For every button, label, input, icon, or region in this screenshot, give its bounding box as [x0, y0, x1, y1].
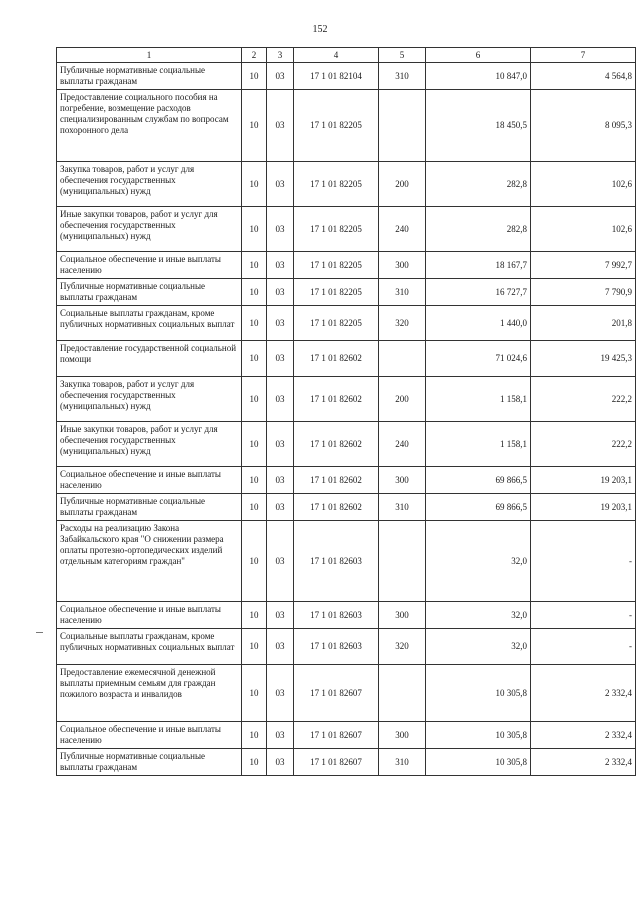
plan-amount-cell: 32,0	[426, 521, 531, 602]
header-cell: 7	[531, 48, 636, 63]
table-header-row	[57, 48, 636, 63]
header-cell: 6	[426, 48, 531, 63]
subsection-cell: 03	[267, 467, 294, 494]
subsection-cell: 03	[267, 629, 294, 665]
target-code-cell: 17 1 01 82602	[294, 422, 379, 467]
subsection-cell: 03	[267, 749, 294, 776]
row-name-cell: Социальное обеспечение и иные выплаты населению	[57, 252, 242, 279]
plan-amount-cell: 69 866,5	[426, 494, 531, 521]
target-code-cell: 17 1 01 82205	[294, 306, 379, 341]
table-row	[57, 207, 636, 252]
actual-amount-cell: 2 332,4	[531, 722, 636, 749]
plan-amount-cell: 10 305,8	[426, 665, 531, 722]
actual-amount-cell: 19 203,1	[531, 467, 636, 494]
section-cell: 10	[242, 377, 267, 422]
expense-type-cell: 300	[379, 722, 426, 749]
table-row	[57, 377, 636, 422]
section-cell: 10	[242, 665, 267, 722]
plan-amount-cell: 1 158,1	[426, 377, 531, 422]
table-row	[57, 749, 636, 776]
plan-amount-cell: 282,8	[426, 207, 531, 252]
header-cell: 1	[57, 48, 242, 63]
section-cell: 10	[242, 252, 267, 279]
plan-amount-cell: 16 727,7	[426, 279, 531, 306]
row-name-cell: Иные закупки товаров, работ и услуг для обеспечения государственных (муниципальных) нужд	[57, 207, 242, 252]
header-cell: 5	[379, 48, 426, 63]
subsection-cell: 03	[267, 207, 294, 252]
subsection-cell: 03	[267, 722, 294, 749]
subsection-cell: 03	[267, 306, 294, 341]
expense-type-cell: 310	[379, 494, 426, 521]
expense-type-cell: 310	[379, 63, 426, 90]
header-cell: 2	[242, 48, 267, 63]
table-row	[57, 279, 636, 306]
actual-amount-cell: 7 992,7	[531, 252, 636, 279]
expense-type-cell: 310	[379, 749, 426, 776]
expense-type-cell: 240	[379, 207, 426, 252]
table-row	[57, 63, 636, 90]
section-cell: 10	[242, 341, 267, 377]
target-code-cell: 17 1 01 82205	[294, 279, 379, 306]
actual-amount-cell: 7 790,9	[531, 279, 636, 306]
header-cell: 4	[294, 48, 379, 63]
actual-amount-cell: -	[531, 521, 636, 602]
table-row	[57, 252, 636, 279]
page-number: 152	[312, 24, 328, 35]
actual-amount-cell: 222,2	[531, 377, 636, 422]
table-row	[57, 521, 636, 602]
actual-amount-cell: -	[531, 602, 636, 629]
plan-amount-cell: 10 305,8	[426, 722, 531, 749]
expense-type-cell: 300	[379, 602, 426, 629]
row-name-cell: Публичные нормативные социальные выплаты гражданам	[57, 494, 242, 521]
plan-amount-cell: 18 167,7	[426, 252, 531, 279]
row-name-cell: Публичные нормативные социальные выплаты гражданам	[57, 63, 242, 90]
section-cell: 10	[242, 722, 267, 749]
target-code-cell: 17 1 01 82607	[294, 665, 379, 722]
row-name-cell: Закупка товаров, работ и услуг для обеспечения государственных (муниципальных) нужд	[57, 162, 242, 207]
target-code-cell: 17 1 01 82603	[294, 602, 379, 629]
actual-amount-cell: 4 564,8	[531, 63, 636, 90]
table-row	[57, 629, 636, 665]
table-row	[57, 162, 636, 207]
section-cell: 10	[242, 422, 267, 467]
budget-table	[56, 47, 636, 776]
row-name-cell: Предоставление социального пособия на погребение, возмещение расходов специализированным службам по вопросам похоронного дела	[57, 90, 242, 162]
actual-amount-cell: 222,2	[531, 422, 636, 467]
expense-type-cell: 200	[379, 162, 426, 207]
header-cell: 3	[267, 48, 294, 63]
margin-mark	[36, 632, 43, 633]
plan-amount-cell: 32,0	[426, 629, 531, 665]
plan-amount-cell: 10 847,0	[426, 63, 531, 90]
actual-amount-cell: -	[531, 629, 636, 665]
expense-type-cell: 300	[379, 467, 426, 494]
actual-amount-cell: 8 095,3	[531, 90, 636, 162]
actual-amount-cell: 2 332,4	[531, 749, 636, 776]
table-row	[57, 341, 636, 377]
row-name-cell: Предоставление государственной социальной помощи	[57, 341, 242, 377]
row-name-cell: Закупка товаров, работ и услуг для обеспечения государственных (муниципальных) нужд	[57, 377, 242, 422]
section-cell: 10	[242, 306, 267, 341]
target-code-cell: 17 1 01 82602	[294, 494, 379, 521]
expense-type-cell	[379, 341, 426, 377]
actual-amount-cell: 102,6	[531, 162, 636, 207]
row-name-cell: Социальное обеспечение и иные выплаты населению	[57, 722, 242, 749]
expense-type-cell: 200	[379, 377, 426, 422]
table-row	[57, 602, 636, 629]
row-name-cell: Социальные выплаты гражданам, кроме публичных нормативных социальных выплат	[57, 629, 242, 665]
expense-type-cell: 240	[379, 422, 426, 467]
target-code-cell: 17 1 01 82104	[294, 63, 379, 90]
section-cell: 10	[242, 467, 267, 494]
table-row	[57, 422, 636, 467]
table-row	[57, 306, 636, 341]
plan-amount-cell: 1 440,0	[426, 306, 531, 341]
table-row	[57, 90, 636, 162]
plan-amount-cell: 282,8	[426, 162, 531, 207]
section-cell: 10	[242, 63, 267, 90]
subsection-cell: 03	[267, 90, 294, 162]
target-code-cell: 17 1 01 82602	[294, 467, 379, 494]
row-name-cell: Публичные нормативные социальные выплаты гражданам	[57, 749, 242, 776]
section-cell: 10	[242, 629, 267, 665]
actual-amount-cell: 2 332,4	[531, 665, 636, 722]
plan-amount-cell: 32,0	[426, 602, 531, 629]
row-name-cell: Социальное обеспечение и иные выплаты населению	[57, 467, 242, 494]
expense-type-cell	[379, 665, 426, 722]
subsection-cell: 03	[267, 521, 294, 602]
expense-type-cell	[379, 521, 426, 602]
target-code-cell: 17 1 01 82607	[294, 722, 379, 749]
section-cell: 10	[242, 162, 267, 207]
section-cell: 10	[242, 279, 267, 306]
actual-amount-cell: 201,8	[531, 306, 636, 341]
section-cell: 10	[242, 602, 267, 629]
target-code-cell: 17 1 01 82603	[294, 521, 379, 602]
subsection-cell: 03	[267, 252, 294, 279]
plan-amount-cell: 71 024,6	[426, 341, 531, 377]
target-code-cell: 17 1 01 82205	[294, 162, 379, 207]
subsection-cell: 03	[267, 63, 294, 90]
subsection-cell: 03	[267, 422, 294, 467]
expense-type-cell	[379, 90, 426, 162]
section-cell: 10	[242, 90, 267, 162]
section-cell: 10	[242, 521, 267, 602]
target-code-cell: 17 1 01 82205	[294, 90, 379, 162]
plan-amount-cell: 1 158,1	[426, 422, 531, 467]
row-name-cell: Предоставление ежемесячной денежной выплаты приемным семьям для граждан пожилого возраста и инвалидов	[57, 665, 242, 722]
plan-amount-cell: 10 305,8	[426, 749, 531, 776]
subsection-cell: 03	[267, 162, 294, 207]
target-code-cell: 17 1 01 82603	[294, 629, 379, 665]
subsection-cell: 03	[267, 279, 294, 306]
expense-type-cell: 320	[379, 629, 426, 665]
subsection-cell: 03	[267, 602, 294, 629]
row-name-cell: Социальные выплаты гражданам, кроме публичных нормативных социальных выплат	[57, 306, 242, 341]
expense-type-cell: 310	[379, 279, 426, 306]
table-row	[57, 665, 636, 722]
target-code-cell: 17 1 01 82205	[294, 207, 379, 252]
actual-amount-cell: 102,6	[531, 207, 636, 252]
row-name-cell: Публичные нормативные социальные выплаты гражданам	[57, 279, 242, 306]
expense-type-cell: 300	[379, 252, 426, 279]
subsection-cell: 03	[267, 494, 294, 521]
row-name-cell: Иные закупки товаров, работ и услуг для обеспечения государственных (муниципальных) нужд	[57, 422, 242, 467]
target-code-cell: 17 1 01 82607	[294, 749, 379, 776]
actual-amount-cell: 19 425,3	[531, 341, 636, 377]
subsection-cell: 03	[267, 665, 294, 722]
table-row	[57, 494, 636, 521]
target-code-cell: 17 1 01 82602	[294, 377, 379, 422]
table-row	[57, 722, 636, 749]
subsection-cell: 03	[267, 341, 294, 377]
actual-amount-cell: 19 203,1	[531, 494, 636, 521]
plan-amount-cell: 69 866,5	[426, 467, 531, 494]
target-code-cell: 17 1 01 82205	[294, 252, 379, 279]
section-cell: 10	[242, 494, 267, 521]
row-name-cell: Социальное обеспечение и иные выплаты населению	[57, 602, 242, 629]
table-row	[57, 467, 636, 494]
plan-amount-cell: 18 450,5	[426, 90, 531, 162]
section-cell: 10	[242, 749, 267, 776]
subsection-cell: 03	[267, 377, 294, 422]
target-code-cell: 17 1 01 82602	[294, 341, 379, 377]
section-cell: 10	[242, 207, 267, 252]
row-name-cell: Расходы на реализацию Закона Забайкальского края "О снижении размера оплаты протезно-ортопедических изделий отдельным категориям граждан"	[57, 521, 242, 602]
expense-type-cell: 320	[379, 306, 426, 341]
